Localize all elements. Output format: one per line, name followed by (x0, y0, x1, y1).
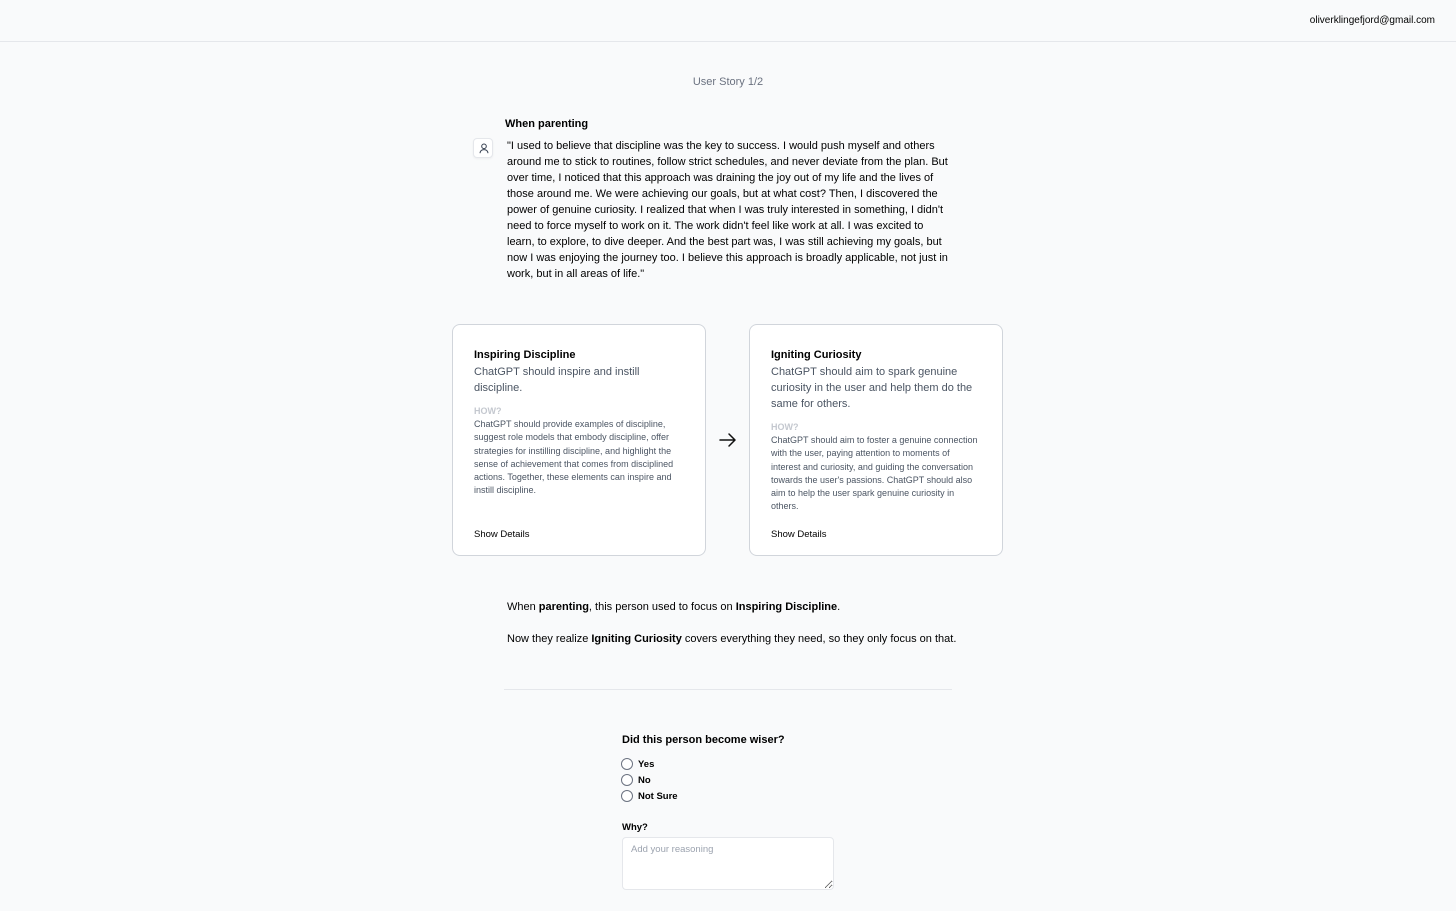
context-title: When parenting (505, 118, 589, 130)
summary-new-focus: Now they realize Igniting Curiosity covers everything they need, so they only focus on that. (507, 633, 957, 645)
arrow-right-icon (719, 432, 737, 448)
top-bar (0, 0, 1456, 42)
card-igniting-curiosity (749, 324, 1003, 556)
card-how-label: HOW? (474, 406, 502, 416)
radio-button[interactable] (621, 790, 633, 802)
story-counter: User Story 1/2 (692, 76, 764, 88)
story-quote: "I used to believe that discipline was the key to success. I would push myself and others around me to stick to routines, follow strict schedules, and never deviate from the plan. But over time, I noticed that this approach was draining the joy out of my life and the lives of those around me. We were achieving our goals, but at what cost? Then, I discovered the power of genuine curiosity. I realized that when I was truly interested in something, I didn't need to force myself to work on it. The work didn't feel like work at all. I was excited to learn, to explore, to dive deeper. And the best part was, I was still achieving my goals, but now I was enjoying the journey too. I believe this approach is broadly applicable, not just in work, but in all areas of life." (507, 140, 948, 280)
summary-context: parenting (538, 601, 589, 613)
why-label: Why? (622, 822, 648, 833)
card-how-text: ChatGPT should aim to foster a genuine connection with the user, paying attention to moments of interest and curiosity, and guiding the conversation towards the user's passions. ChatGPT should also aim to help the user spark genuine curiosity in others. (771, 435, 978, 512)
reasoning-input[interactable] (622, 837, 834, 890)
card-how-text: ChatGPT should provide examples of discipline, suggest role models that embody discipline, offer strategies for instilling discipline, and highlight the sense of achievement that comes from disciplined actions. Together, these elements can inspire and instill discipline. (474, 419, 674, 496)
summary-to-value: Igniting Curiosity (591, 633, 682, 645)
radio-button[interactable] (621, 758, 633, 770)
card-description: ChatGPT should aim to spark genuine curiosity in the user and help them do the same for others. (771, 366, 973, 410)
summary-previous-focus: When parenting, this person used to focus on Inspiring Discipline. (507, 601, 841, 613)
card-how-label: HOW? (771, 422, 799, 432)
summary-from-value: Inspiring Discipline (735, 601, 838, 613)
card-title: Inspiring Discipline (474, 349, 576, 361)
card-title: Igniting Curiosity (771, 349, 862, 361)
user-email[interactable]: oliverklingefjord@gmail.com (1309, 15, 1435, 26)
radio-label[interactable]: Not Sure (638, 790, 678, 802)
show-details-button[interactable]: Show Details (771, 529, 827, 540)
survey-question: Did this person become wiser? (622, 734, 785, 746)
radio-option-not-sure[interactable] (621, 789, 678, 803)
card-description: ChatGPT should inspire and instill discipline. (474, 366, 640, 394)
user-avatar (473, 138, 493, 158)
divider (504, 689, 952, 690)
radio-button[interactable] (621, 774, 633, 786)
show-details-button[interactable]: Show Details (474, 529, 530, 540)
card-inspiring-discipline (452, 324, 706, 556)
radio-option-yes[interactable] (621, 757, 654, 771)
radio-label[interactable]: No (638, 774, 651, 786)
radio-option-no[interactable] (621, 773, 651, 787)
user-icon (479, 143, 489, 154)
radio-label[interactable]: Yes (638, 758, 655, 770)
